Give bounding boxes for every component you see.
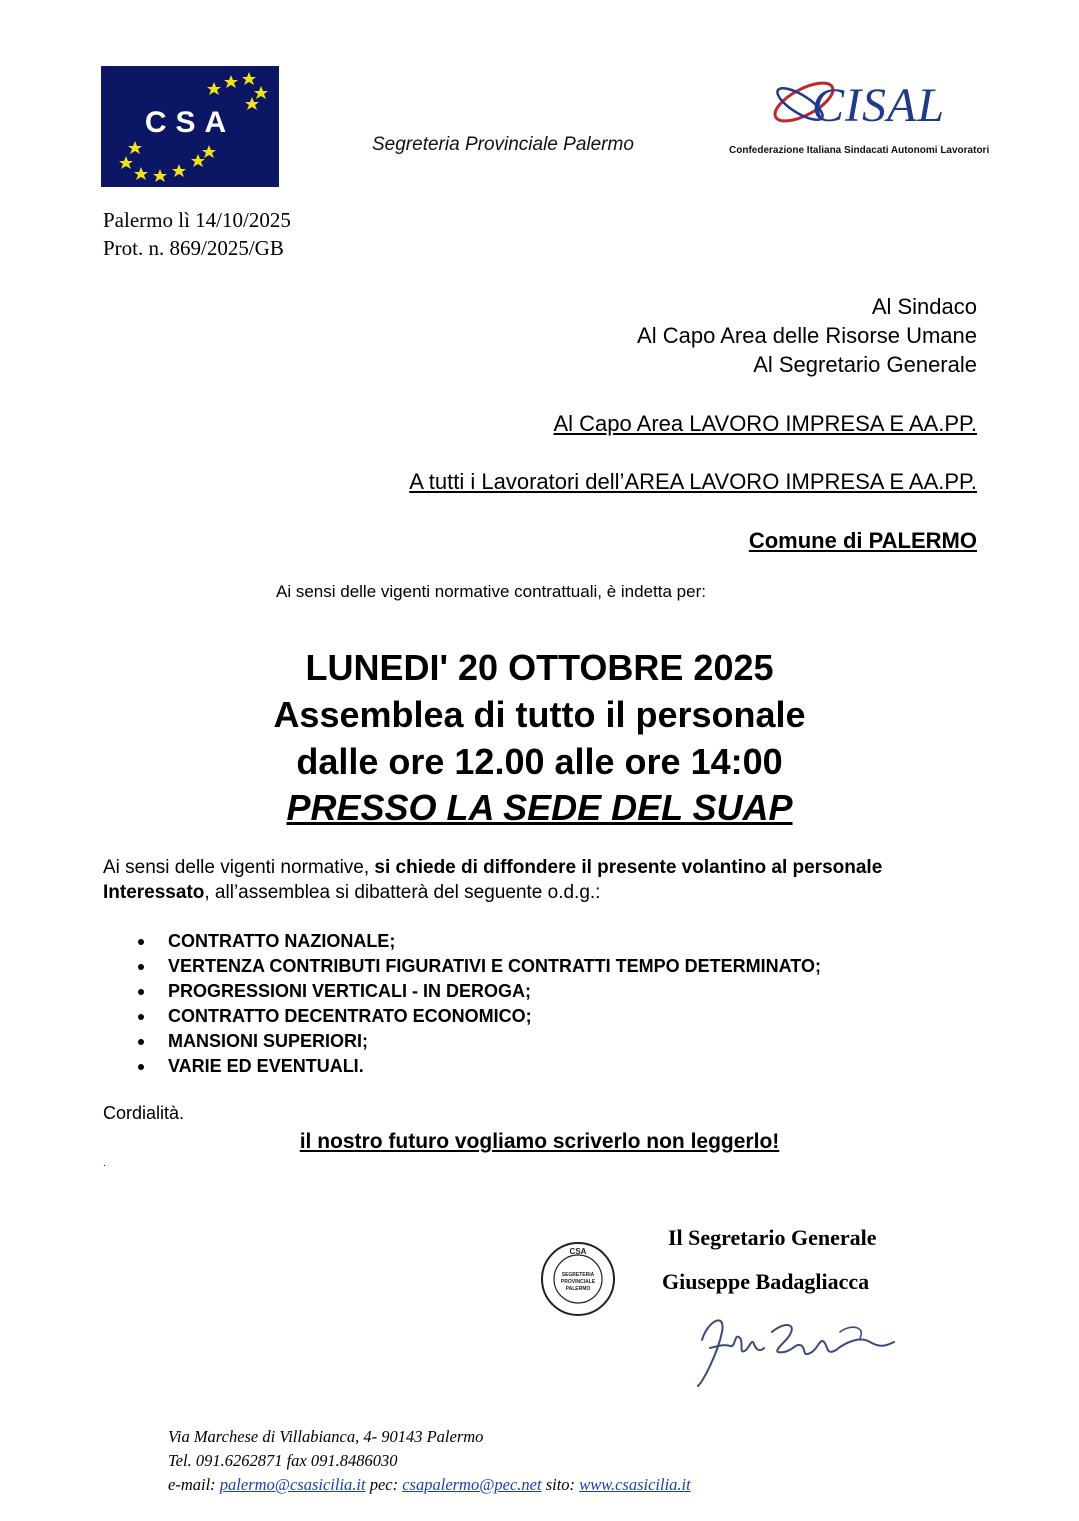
email-label: e-mail: xyxy=(168,1475,220,1494)
recipient-sindaco: Al Sindaco xyxy=(871,294,977,319)
recipient-lavoratori-area: A tutti i Lavoratori dell’AREA LAVORO IMPRESA E AA.PP. xyxy=(409,469,977,494)
bullet-icon xyxy=(138,1014,144,1020)
agenda-item-text: VERTENZA CONTRIBUTI FIGURATIVI E CONTRATTI TEMPO DETERMINATO; xyxy=(168,956,821,976)
recipient-capo-risorse-umane: Al Capo Area delle Risorse Umane xyxy=(637,323,977,348)
csa-logo-text: CSA xyxy=(144,106,236,139)
list-item xyxy=(137,979,821,1004)
signatory-title: Il Segretario Generale xyxy=(668,1225,877,1250)
instruction-paragraph xyxy=(103,855,963,905)
segreteria-label: Segreteria Provinciale Palermo xyxy=(372,134,634,155)
pec-link[interactable]: csapalermo@pec.net xyxy=(402,1475,542,1494)
footer-contacts xyxy=(168,1475,691,1495)
svg-text:PALERMO: PALERMO xyxy=(565,1286,591,1292)
closing-text: Cordialità. xyxy=(103,1103,185,1123)
cisal-logo-text: CISAL xyxy=(812,79,946,132)
recipient-segretario-generale: Al Segretario Generale xyxy=(753,352,977,377)
bullet-icon xyxy=(138,1064,144,1070)
bullet-icon xyxy=(138,939,144,945)
list-item xyxy=(137,1004,821,1029)
footer-phone: Tel. 091.6262871 fax 091.8486030 xyxy=(168,1451,398,1470)
bullet-icon xyxy=(138,989,144,995)
motto: il nostro futuro vogliamo scriverlo non leggerlo! xyxy=(299,1130,780,1153)
list-item xyxy=(137,1029,821,1054)
site-label: sito: xyxy=(541,1475,580,1494)
cisal-subtitle: Confederazione Italiana Sindacati Autonomi Lavoratori xyxy=(729,145,990,156)
agenda-item-text: PROGRESSIONI VERTICALI - IN DEROGA; xyxy=(168,981,532,1001)
agenda-item-text: CONTRATTO DECENTRATO ECONOMICO; xyxy=(168,1006,532,1026)
paragraph-text-start: Ai sensi delle vigenti normative, xyxy=(103,857,375,878)
svg-text:CSA: CSA xyxy=(569,1247,587,1256)
svg-text:PROVINCIALE: PROVINCIALE xyxy=(560,1279,596,1285)
list-item xyxy=(137,1054,821,1079)
footer-address: Via Marchese di Villabianca, 4- 90143 Palermo xyxy=(168,1427,484,1446)
svg-text:SEGRETERIA: SEGRETERIA xyxy=(561,1272,595,1278)
signature-icon xyxy=(690,1302,900,1390)
email-link[interactable]: palermo@csasicilia.it xyxy=(219,1475,366,1494)
list-item xyxy=(137,929,821,954)
agenda-list xyxy=(137,929,821,1079)
agenda-item-text: CONTRATTO NAZIONALE; xyxy=(168,931,396,951)
agenda-item-text: VARIE ED EVENTUALI. xyxy=(168,1056,364,1076)
date-line: Palermo lì 14/10/2025 xyxy=(103,208,291,232)
headline-sede: PRESSO LA SEDE DEL SUAP xyxy=(286,787,793,828)
bullet-icon xyxy=(138,964,144,970)
stray-dot: . xyxy=(103,1158,106,1169)
agenda-item-text: MANSIONI SUPERIORI; xyxy=(168,1031,369,1051)
csa-logo-graphic xyxy=(101,66,279,187)
recipient-capo-area-lavoro: Al Capo Area LAVORO IMPRESA E AA.PP. xyxy=(553,411,977,436)
pec-label: pec: xyxy=(365,1475,403,1494)
headline-date: LUNEDI' 20 OTTOBRE 2025 xyxy=(305,647,774,688)
list-item xyxy=(137,954,821,979)
intro-text: Ai sensi delle vigenti normative contrattuali, è indetta per: xyxy=(276,582,706,601)
website-link[interactable]: www.csasicilia.it xyxy=(579,1475,691,1494)
recipient-comune: Comune di PALERMO xyxy=(748,528,977,553)
signatory-name: Giuseppe Badagliacca xyxy=(662,1269,870,1294)
paragraph-text-end: , all’assemblea si dibatterà del seguente o.d.g.: xyxy=(204,882,601,903)
stamp-icon xyxy=(539,1240,617,1318)
headline-assemblea: Assemblea di tutto il personale xyxy=(273,694,806,735)
protocol-number: Prot. n. 869/2025/GB xyxy=(103,236,284,260)
paragraph-bold-request: si chiede di diffondere il presente volantino al personale Interessato xyxy=(103,857,883,903)
headline-orario: dalle ore 12.00 alle ore 14:00 xyxy=(296,741,783,782)
csa-logo xyxy=(101,66,279,187)
bullet-icon xyxy=(138,1039,144,1045)
